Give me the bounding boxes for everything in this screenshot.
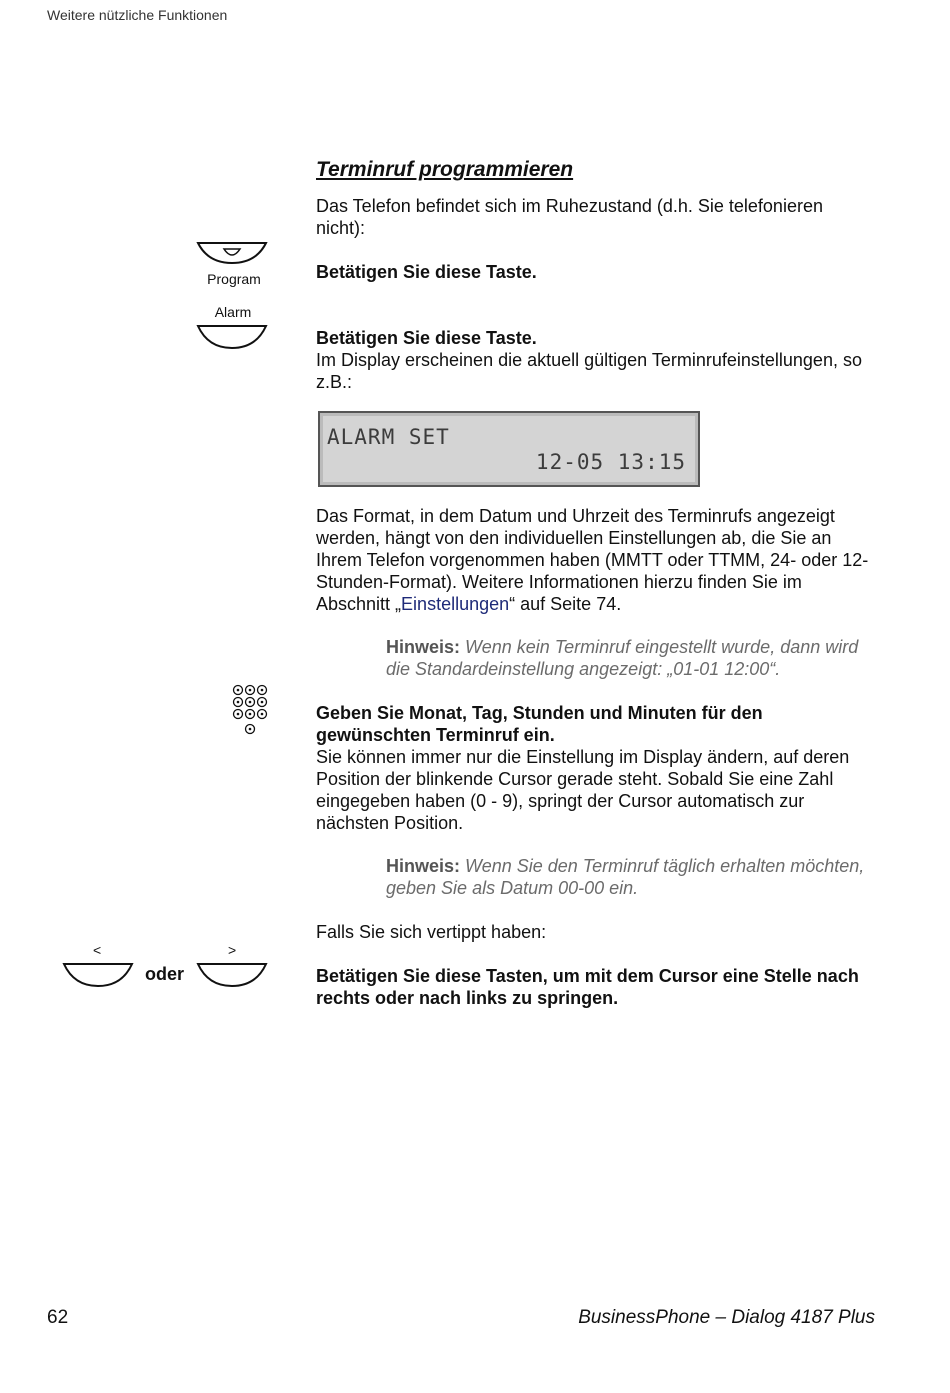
- note-label: Hinweis:: [386, 637, 461, 657]
- alarm-key-label: Alarm: [214, 304, 252, 320]
- lcd-line-2: 12-05 13:15: [535, 450, 686, 474]
- program-key-label: Program: [207, 271, 261, 287]
- settings-link[interactable]: Einstellungen: [401, 594, 510, 614]
- format-text-1: Das Format, in dem Datum und Uhrzeit des Terminrufs angezeigt werden, hängt von den individuellen Einstellungen ab, die Sie an Ihrem Telefon vorgenommen haben (MMTT oder TTMM, 24- oder 12-Stunden-Format). Weitere Informationen hierzu finden Sie im Abschnitt „: [316, 506, 869, 614]
- step-press-program: Betätigen Sie diese Taste.: [316, 262, 537, 282]
- section-title: Terminruf programmieren: [316, 158, 574, 181]
- lcd-display: [318, 411, 700, 487]
- note-label: Hinweis:: [386, 856, 461, 876]
- keypad-icon: [231, 684, 271, 738]
- step-press-alarm: Betätigen Sie diese Taste.: [316, 328, 537, 348]
- program-key-icon: [196, 241, 268, 265]
- note-text: Wenn kein Terminruf eingestellt wurde, dann wird die Standardeinstellung angezeigt: „01-01 12:00“.: [386, 637, 859, 679]
- enter-explain-text: Sie können immer nur die Einstellung im Display ändern, auf deren Position der blinkende Cursor gerade steht. Sobald Sie eine Zahl eingegeben haben (0 - 9), springt der Cursor automatisch zur nächsten Position.: [316, 747, 850, 833]
- right-key-label: >: [228, 942, 237, 958]
- note-daily-alarm: [386, 855, 881, 899]
- page-number: 62: [47, 1307, 69, 1328]
- step-press-cursor: Betätigen Sie diese Tasten, um mit dem Cursor eine Stelle nach rechts oder nach links zu springen.: [316, 966, 859, 1008]
- format-text-2: “ auf Seite 74.: [509, 594, 622, 614]
- note-default-setting: [386, 636, 881, 680]
- intro-text: Das Telefon befindet sich im Ruhezustand (d.h. Sie telefonieren nicht):: [316, 196, 823, 238]
- alarm-key-icon: [196, 324, 268, 350]
- cursor-left-key-icon: [62, 962, 134, 988]
- step-enter-values: Geben Sie Monat, Tag, Stunden und Minuten für den gewünschten Terminruf ein.: [316, 703, 763, 745]
- cursor-right-key-icon: [196, 962, 268, 988]
- format-paragraph: [316, 505, 876, 615]
- note-text: Wenn Sie den Terminruf täglich erhalten möchten, geben Sie als Datum 00-00 ein.: [386, 856, 865, 898]
- left-key-label: <: [93, 942, 102, 958]
- typo-intro-text: Falls Sie sich vertippt haben:: [316, 922, 547, 942]
- lcd-line-1: ALARM SET: [327, 425, 450, 449]
- display-intro-text: Im Display erscheinen die aktuell gültigen Terminrufeinstellungen, so z.B.:: [316, 350, 862, 392]
- footer-doc-title: BusinessPhone – Dialog 4187 Plus: [578, 1307, 875, 1328]
- running-header: Weitere nützliche Funktionen: [47, 7, 228, 23]
- oder-label: oder: [145, 964, 185, 984]
